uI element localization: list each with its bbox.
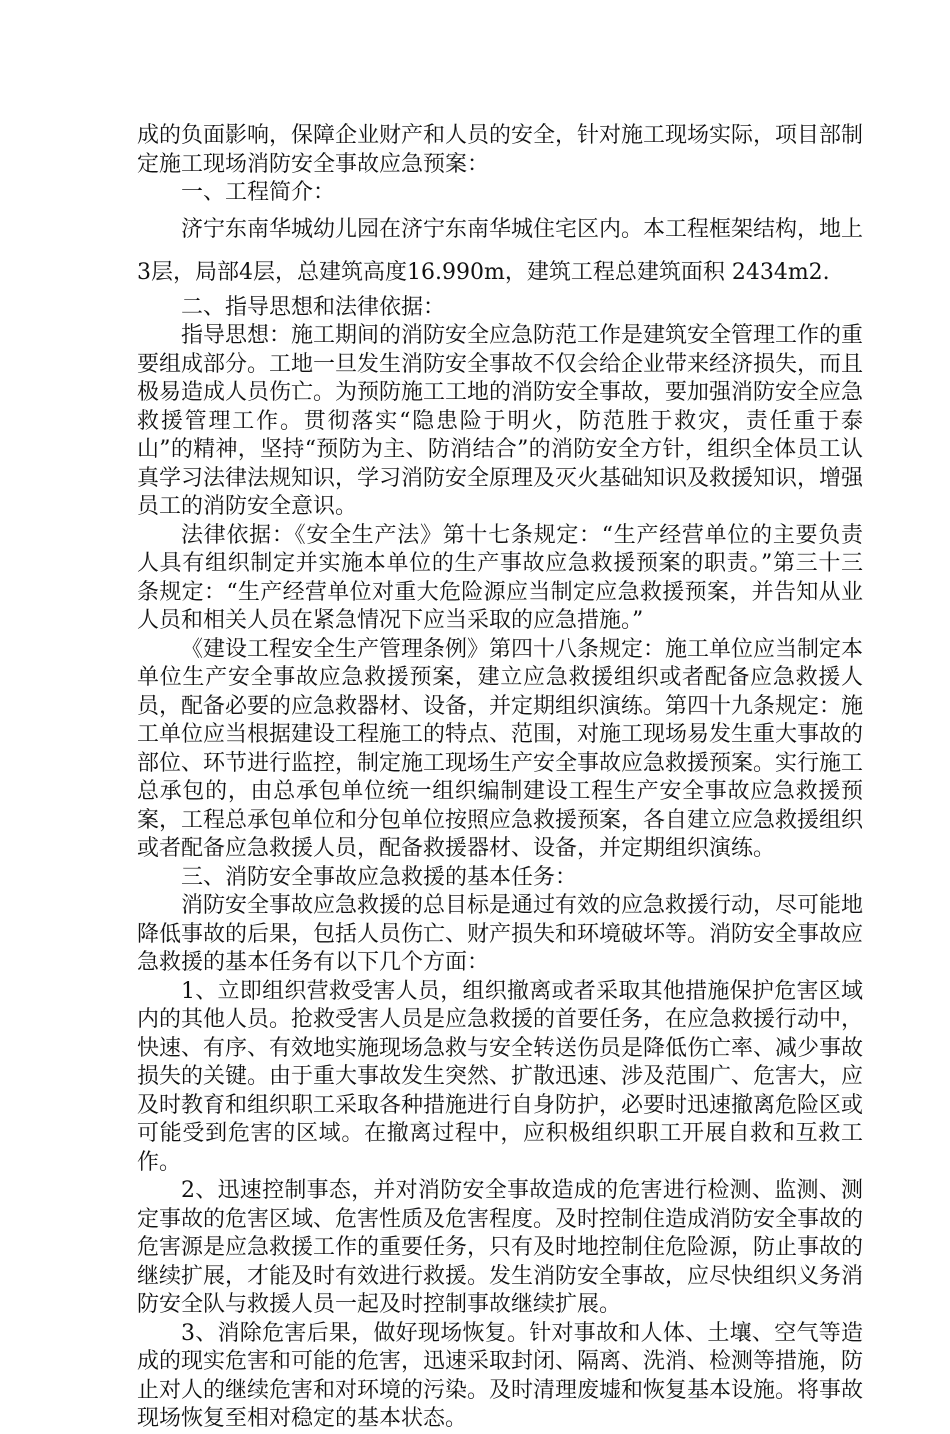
paragraph: 法律依据：《安全生产法》第十七条规定：“生产经营单位的主要负责人具有组织制定并实施本单位的生产事故应急救援预案的职责。”第三十三条规定：“生产经营单位对重大危险源应当制定应急救援预案，并告知从业人员和相关人员在紧急情况下应当采取的应急措施。” <box>137 522 863 633</box>
paragraph: 济宁东南华城幼儿园在济宁东南华城住宅区内。本工程框架结构，地上3层，局部4层，总建筑高度16.990m，建筑工程总建筑面积 2434m2. <box>137 216 864 285</box>
paragraph: 指导思想：施工期间的消防安全应急防范工作是建筑安全管理工作的重要组成部分。工地一旦发生消防安全事故不仅会给企业带来经济损失，而且极易造成人员伤亡。为预防施工工地的消防安全事故，要加强消防安全应急救援管理工作。贯彻落实“隐患险于明火，防范胜于救灾，责任重于泰山”的精神，坚持“预防为主、防消结合”的消防安全方针，组织全体员工认真学习法律法规知识，学习消防安全原理及灭火基础知识及救援知识，增强员工的消防安全意识。 <box>137 323 864 519</box>
list-item: 2、迅速控制事态，并对消防安全事故造成的危害进行检测、监测、测定事故的危害区域、危害性质及危害程度。及时控制住造成消防安全事故的危害源是应急救援工作的重要任务，只有及时地控制住危险源，防止事故的继续扩展，才能及时有效进行救援。发生消防安全事故，应尽快组织义务消防安全队与救援人员一起及时控制事故继续扩展。 <box>137 1178 864 1317</box>
document-page <box>137 122 863 1434</box>
section-heading: 二、指导思想和法律依据： <box>181 294 446 320</box>
paragraph: 消防安全事故应急救援的总目标是通过有效的应急救援行动，尽可能地降低事故的后果，包括人员伤亡、财产损失和环境破坏等。消防安全事故应急救援的基本任务有以下几个方面： <box>137 893 864 975</box>
list-item: 1、立即组织营救受害人员，组织撤离或者采取其他措施保护危害区域内的其他人员。抢救受害人员是应急救援的首要任务，在应急救援行动中，快速、有序、有效地实施现场急救与安全转送伤员是降低伤亡率、减少事故损失的关键。由于重大事故发生突然、扩散迅速、涉及范围广、危害大，应及时教育和组织职工采取各种措施进行自身防护，必要时迅速撤离危险区或可能受到危害的区域。在撤离过程中，应积极组织职工开展自救和互救工作。 <box>137 978 864 1175</box>
list-item: 3、消除危害后果，做好现场恢复。针对事故和人体、土壤、空气等造成的现实危害和可能的危害，迅速采取封闭、隔离、洗消、检测等措施，防止对人的继续危害和对环境的污染。及时清理废墟和恢复基本设施。将事故现场恢复至相对稳定的基本状态。 <box>137 1320 864 1431</box>
paragraph: 成的负面影响，保障企业财产和人员的安全，针对施工现场实际，项目部制定施工现场消防安全事故应急预案： <box>137 123 864 177</box>
paragraph: 《建设工程安全生产管理条例》第四十八条规定：施工单位应当制定本单位生产安全事故应急救援预案，建立应急救援组织或者配备应急救援人员，配备必要的应急救器材、设备，并定期组织演练。第四十九条规定：施工单位应当根据建设工程施工的特点、范围，对施工现场易发生重大事故的部位、环节进行监控，制定施工现场生产安全事故应急救援预案。实行施工总承包的，由总承包单位统一组织编制建设工程生产安全事故应急救援预案，工程总承包单位和分包单位按照应急救援预案，各自建立应急救援组织或者配备应急救援人员，配备救援器材、设备，并定期组织演练。 <box>137 636 864 861</box>
section-heading: 三、消防安全事故应急救援的基本任务： <box>181 864 578 890</box>
section-heading: 一、工程简介： <box>181 180 336 205</box>
